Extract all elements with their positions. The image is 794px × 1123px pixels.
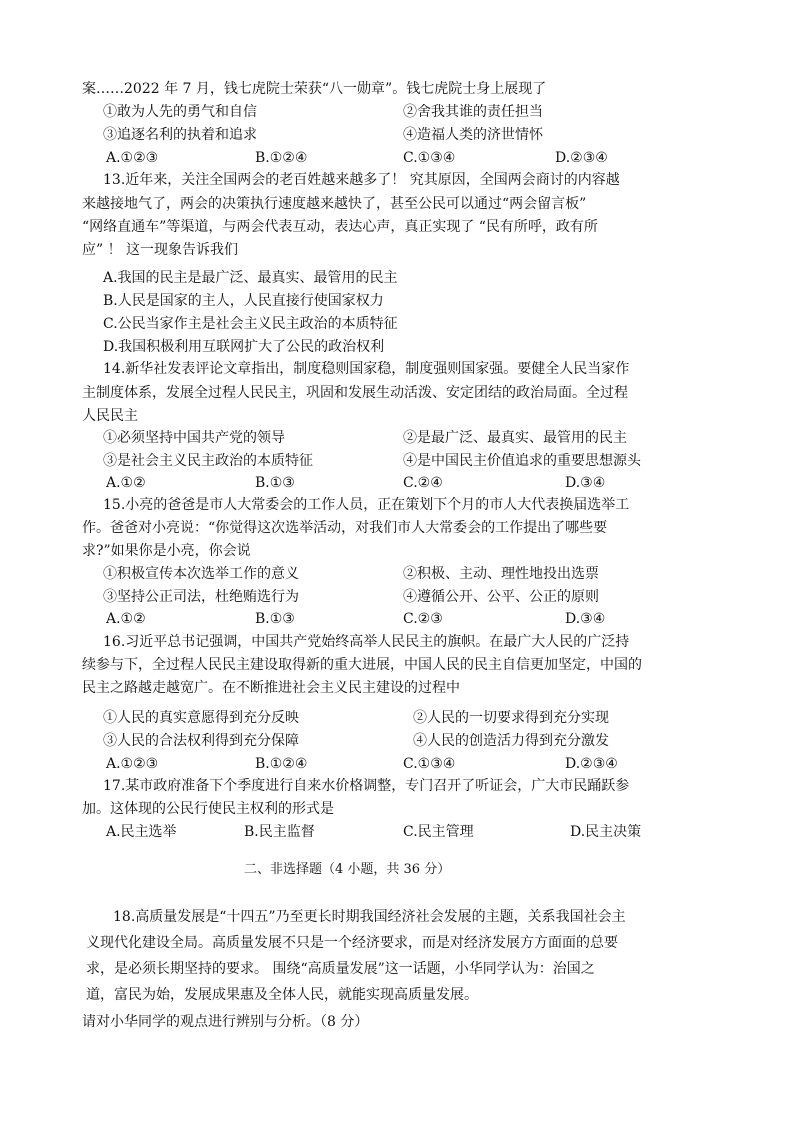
q14-option-1: ①必须坚持中国共产党的领导: [103, 430, 285, 446]
q15-option-4: ④遵循公开、公平、公正的原则: [403, 589, 599, 605]
q14-option-4: ④是中国民主价值追求的重要思想源头: [403, 453, 641, 469]
q16-option-3: ③人民的合法权利得到充分保障: [103, 733, 299, 749]
q12-option-3: ③追逐名利的执着和追求: [103, 127, 257, 143]
q13-stem-line-3: “网络直通车”等渠道，与两会代表互动，表达心声，真正实现了 “民有所呼，政有所: [82, 219, 598, 235]
q15-choice-c: C.②③: [403, 611, 443, 627]
q12-option-1: ①敢为人先的勇气和自信: [103, 104, 257, 120]
q18-stem-line-3: 求，是必须长期坚持的要求。 围绕“高质量发展”这一话题，小华同学认为：治国之: [86, 961, 595, 977]
q12-choice-a: A.①②③: [106, 150, 159, 166]
q17-stem-line-1: 17.某市政府准备下个季度进行自来水价格调整，专门召开了听证会，广大市民踊跃参: [103, 778, 630, 794]
q16-choice-d: D.②③④: [565, 756, 618, 772]
q13-stem-line-1: 13.近年来，关注全国两会的老百姓越来越多了！ 究其原因，全国两会商讨的内容越: [103, 172, 620, 188]
q15-choice-b: B.①③: [255, 611, 295, 627]
q16-option-1: ①人民的真实意愿得到充分反映: [103, 710, 299, 726]
q18-stem-line-4: 道，富民为始，发展成果惠及全体人民，就能实现高质量发展。: [86, 987, 478, 1003]
q17-stem-line-2: 加。这体现的公民行使民主权利的形式是: [82, 801, 334, 817]
q16-choice-a: A.①②③: [106, 756, 159, 772]
q12-choice-c: C.①③④: [403, 150, 456, 166]
q12-option-2: ②舍我其谁的责任担当: [403, 104, 543, 120]
q15-option-2: ②积极、主动、理性地投出选票: [403, 566, 599, 582]
q14-choice-d: D.③④: [565, 475, 606, 491]
q14-option-3: ③是社会主义民主政治的本质特征: [103, 453, 313, 469]
q18-prompt: 请对小华同学的观点进行辨别与分析。（8 分）: [82, 1014, 369, 1030]
q13-choice-a: A.我国的民主是最广泛、最真实、最管用的民主: [103, 270, 398, 286]
q16-option-4: ④人民的创造活力得到充分激发: [413, 733, 609, 749]
q16-option-2: ②人民的一切要求得到充分实现: [413, 710, 609, 726]
q14-stem-line-3: 人民民主: [82, 408, 138, 424]
q14-stem-line-1: 14.新华社发表评论文章指出，制度稳则国家稳，制度强则国家强。要健全人民当家作: [103, 361, 630, 377]
q15-option-3: ③坚持公正司法，杜绝贿选行为: [103, 589, 299, 605]
q12-choice-d: D.②③④: [555, 150, 608, 166]
q17-choice-b: B.民主监督: [244, 824, 315, 840]
q16-stem-line-1: 16.习近平总书记强调，中国共产党始终高举人民民主的旗帜。在最广大人民的广泛持: [103, 634, 630, 650]
q17-choice-a: A.民主选举: [106, 824, 177, 840]
q18-stem-line-2: 义现代化建设全局。高质量发展不只是一个经济要求，而是对经济发展方方面面的总要: [86, 935, 618, 951]
q15-stem-line-1: 15.小亮的爸爸是市人大常委会的工作人员，正在策划下个月的市人大代表换届选举工: [103, 497, 630, 513]
q16-choice-b: B.①②④: [255, 756, 308, 772]
q14-stem-line-2: 主制度体系，发展全过程人民民主，巩固和发展生动活泼、安定团结的政治局面。全过程: [82, 385, 628, 401]
q15-stem-line-2: 作。爸爸对小亮说：“你觉得这次选举活动，对我们市人大常委会的工作提出了哪些要: [82, 520, 608, 536]
q18-stem-line-1: 18.高质量发展是“十四五”乃至更长时期我国经济社会发展的主题，关系我国社会主: [113, 909, 626, 925]
q13-choice-d: D.我国积极利用互联网扩大了公民的政治权利: [103, 339, 385, 355]
q15-stem-line-3: 求?”如果你是小亮，你会说: [82, 543, 251, 559]
q13-choice-c: C.公民当家作主是社会主义民主政治的本质特征: [103, 316, 398, 332]
q16-choice-c: C.①③④: [403, 756, 456, 772]
q15-choice-a: A.①②: [106, 611, 146, 627]
q14-choice-c: C.②④: [403, 475, 443, 491]
q17-choice-d: D.民主决策: [570, 824, 642, 840]
q12-stem-tail: 案……2022 年 7 月，钱七虎院士荣获“八一勋章”。钱七虎院士身上展现了: [82, 81, 547, 97]
q14-choice-b: B.①③: [255, 475, 295, 491]
q12-choice-b: B.①②④: [255, 150, 308, 166]
q17-choice-c: C.民主管理: [403, 824, 474, 840]
q13-choice-b: B.人民是国家的主人，人民直接行使国家权力: [103, 293, 384, 309]
q15-choice-d: D.③④: [565, 611, 606, 627]
q14-choice-a: A.①②: [106, 475, 146, 491]
q16-stem-line-3: 民主之路越走越宽广。在不断推进社会主义民主建设的过程中: [82, 680, 460, 696]
q15-option-1: ①积极宣传本次选举工作的意义: [103, 566, 299, 582]
q14-option-2: ②是最广泛、最真实、最管用的民主: [403, 430, 627, 446]
q13-stem-line-2: 来越接地气了，两会的决策执行速度越来越快了，甚至公民可以通过“两会留言板”: [82, 196, 587, 212]
section-heading: 二、非选择题（4 小题，共 36 分）: [244, 862, 451, 877]
q16-stem-line-2: 续参与下，全过程人民民主建设取得新的重大进展，中国人民的民主自信更加坚定，中国的: [82, 657, 642, 673]
q12-option-4: ④造福人类的济世情怀: [403, 127, 543, 143]
q13-stem-line-4: 应” ！ 这一现象告诉我们: [82, 242, 239, 258]
